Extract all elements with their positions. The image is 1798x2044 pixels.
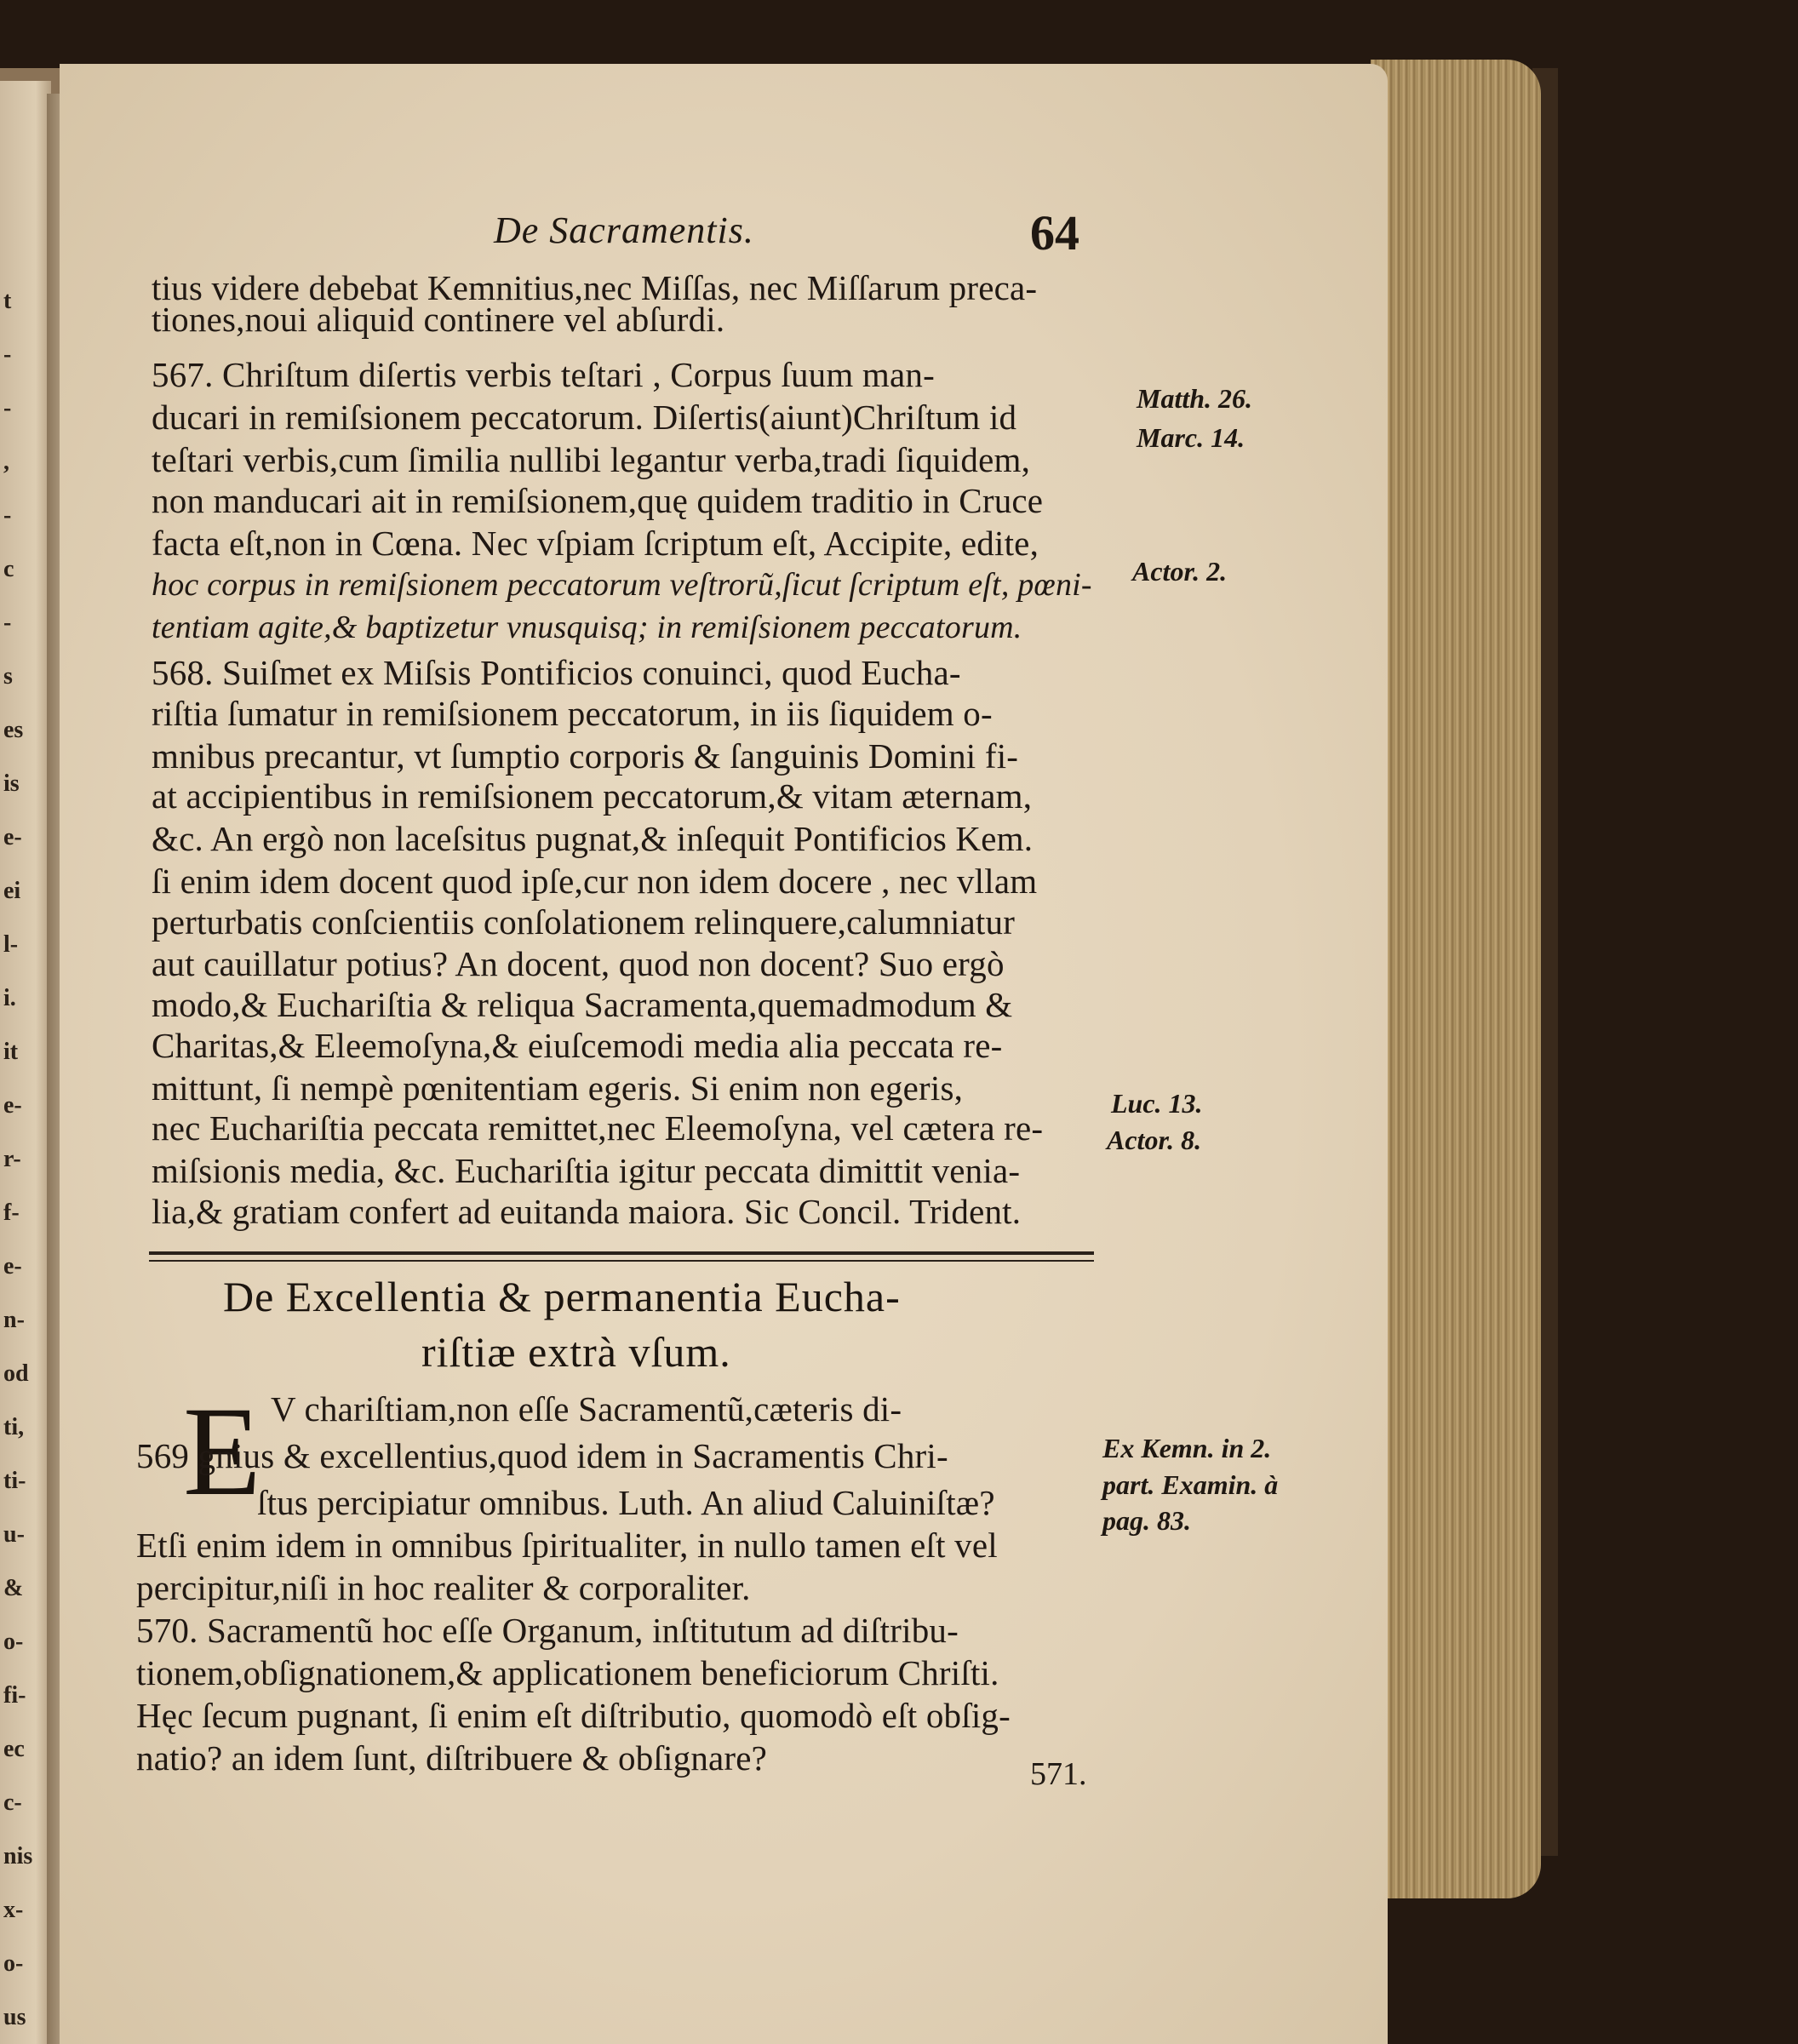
margin-note: Luc. 13. [1111, 1088, 1203, 1119]
page-number: 64 [1030, 205, 1079, 261]
running-head: De Sacramentis. [494, 209, 754, 251]
body-text-line: Charitas,& Eleemoſyna,& eiuſcemodi media alia peccata re- [152, 1026, 1003, 1065]
left-page-fragment: ti, [3, 1414, 25, 1440]
body-text-line: tius videre debebat Kemnitius,nec Miſſas, nec Miſſarum preca- [152, 268, 1038, 307]
left-page-fragment: u- [3, 1521, 25, 1548]
body-text-line: ſi enim idem docent quod ipſe,cur non idem docere , nec vllam [152, 862, 1038, 901]
body-text-line: teſtari verbis,cum ſimilia nullibi legantur verba,tradi ſiquidem, [152, 440, 1031, 479]
margin-note: part. Examin. à [1102, 1469, 1279, 1500]
left-page-fragment: o- [3, 1950, 24, 1977]
margin-note: Matth. 26. [1137, 383, 1253, 414]
body-text-line: facta eſt,non in Cœna. Nec vſpiam ſcriptum eſt, Accipite, edite, [152, 524, 1039, 563]
left-page-fragment: s [3, 663, 13, 690]
left-page-fragment: e- [3, 1253, 22, 1280]
left-page-fragment: i. [3, 985, 16, 1011]
margin-note: Actor. 8. [1107, 1125, 1202, 1155]
body-text-line: mnibus precantur, vt ſumptio corporis & ſanguinis Domini fi- [152, 736, 1019, 776]
left-page-fragment: l- [3, 931, 19, 958]
section-text-line: Etſi enim idem in omnibus ſpiritualiter, in nullo tamen eſt vel [136, 1526, 998, 1565]
margin-note: pag. 83. [1102, 1505, 1191, 1536]
body-text-line: riſtia ſumatur in remiſsionem peccatorum, in iis ſiquidem o- [152, 694, 993, 733]
margin-note: Ex Kemn. in 2. [1102, 1433, 1272, 1463]
section-rule-thin [149, 1260, 1094, 1262]
body-text-line: 567. Chriſtum diſertis verbis teſtari , Corpus ſuum man- [152, 355, 935, 394]
section-text-line: V chariſtiam,non eſſe Sacramentũ,cæteris di- [271, 1389, 902, 1429]
left-page-fragment: e- [3, 824, 22, 850]
left-page-edge [0, 81, 51, 2044]
left-page-fragment: nis [3, 1843, 33, 1869]
left-page-fragment: us [3, 2004, 26, 2030]
section-text-line: Hęc ſecum pugnant, ſi enim eſt diſtributio, quomodò eſt obſig- [136, 1696, 1011, 1735]
left-page-fragment: - [3, 502, 12, 529]
section-text-line: tionem,obſignationem,& applicationem beneficiorum Chriſti. [136, 1653, 999, 1692]
section-rule [149, 1251, 1094, 1255]
left-page-fragment: - [3, 610, 12, 636]
left-page-fragment: ti- [3, 1468, 26, 1494]
section-heading-line-2: riſtiæ extrà vſum. [421, 1328, 731, 1376]
body-text-line: at accipientibus in remiſsionem peccatorum,& vitam æternam, [152, 776, 1033, 816]
left-page-fragment: & [3, 1575, 24, 1601]
body-text-line: lia,& gratiam confert ad euitanda maiora. Sic Concil. Trident. [152, 1192, 1022, 1231]
section-text-line: natio? an idem ſunt, diſtribuere & obſignare? [136, 1738, 768, 1778]
section-text-line: 569 gnius & excellentius,quod idem in Sacramentis Chri- [136, 1436, 948, 1475]
left-page-fragment: t [3, 288, 12, 314]
margin-note: Actor. 2. [1132, 556, 1228, 587]
body-text-line: perturbatis conſcientiis conſolationem relinquere,calumniatur [152, 902, 1016, 942]
left-page-fragment: r- [3, 1146, 21, 1172]
left-page-fragment: f- [3, 1199, 20, 1226]
left-page-fragment: od [3, 1360, 29, 1387]
left-page-fragment: ec [3, 1736, 25, 1762]
body-text-line: mittunt, ſi nempè pœnitentiam egeris. Si enim non egeris, [152, 1068, 964, 1108]
left-page-fragment: x- [3, 1897, 24, 1923]
body-text-line: aut cauillatur potius? An docent, quod non docent? Suo ergò [152, 944, 1005, 983]
body-text-line: ducari in remiſsionem peccatorum. Diſertis(aiunt)Chriſtum id [152, 398, 1017, 437]
body-text-line: miſsionis media, &c. Euchariſtia igitur peccata dimittit venia- [152, 1151, 1021, 1190]
catchword: 571. [1030, 1756, 1087, 1792]
body-text-line: non manducari ait in remiſsionem,quę quidem traditio in Cruce [152, 481, 1044, 520]
body-text-line: &c. An ergò non laceſsitus pugnat,& inſequit Pontificios Kem. [152, 819, 1034, 858]
body-text-line: 568. Suiſmet ex Miſsis Pontificios conuinci, quod Eucha- [152, 653, 961, 692]
left-page-fragment: e- [3, 1092, 22, 1119]
left-page-fragment: n- [3, 1307, 25, 1333]
body-text-line: tentiam agite,& baptizetur vnusquisq; in remiſsionem peccatorum. [152, 610, 1022, 645]
left-page-fragment: it [3, 1039, 19, 1065]
left-page-fragment: fi- [3, 1682, 26, 1709]
page-block-edges [1371, 60, 1541, 1898]
section-text-line: ſtus percipiatur omnibus. Luth. An aliud Caluiniſtæ? [257, 1483, 995, 1522]
section-heading-line-1: De Excellentia & permanentia Eucha- [223, 1273, 901, 1320]
left-page-fragment: o- [3, 1629, 24, 1655]
left-page-fragment: ei [3, 878, 21, 904]
left-page-fragment: c [3, 556, 14, 582]
body-text-line: modo,& Euchariſtia & reliqua Sacramenta,quemadmodum & [152, 985, 1013, 1024]
body-text-line: nec Euchariſtia peccata remittet,nec Eleemoſyna, vel cætera re- [152, 1108, 1044, 1148]
left-page-fragment: - [3, 341, 12, 368]
left-page-fragment: - [3, 395, 12, 421]
body-text-line: hoc corpus in remiſsionem peccatorum veſtrorũ,ſicut ſcriptum eſt, pœni- [152, 567, 1092, 603]
left-page-fragment: is [3, 770, 20, 797]
section-text-line: percipitur,niſi in hoc realiter & corporaliter. [136, 1568, 751, 1607]
left-page-fragment: es [3, 717, 24, 743]
left-page-fragment: c- [3, 1789, 22, 1816]
section-text-line: 570. Sacramentũ hoc eſſe Organum, inſtitutum ad diſtribu- [136, 1611, 959, 1650]
left-page-fragment: , [3, 449, 9, 475]
drop-cap: E [183, 1381, 261, 1522]
margin-note: Marc. 14. [1137, 422, 1245, 453]
body-text-line: tiones,noui aliquid continere vel abſurdi. [152, 300, 725, 339]
